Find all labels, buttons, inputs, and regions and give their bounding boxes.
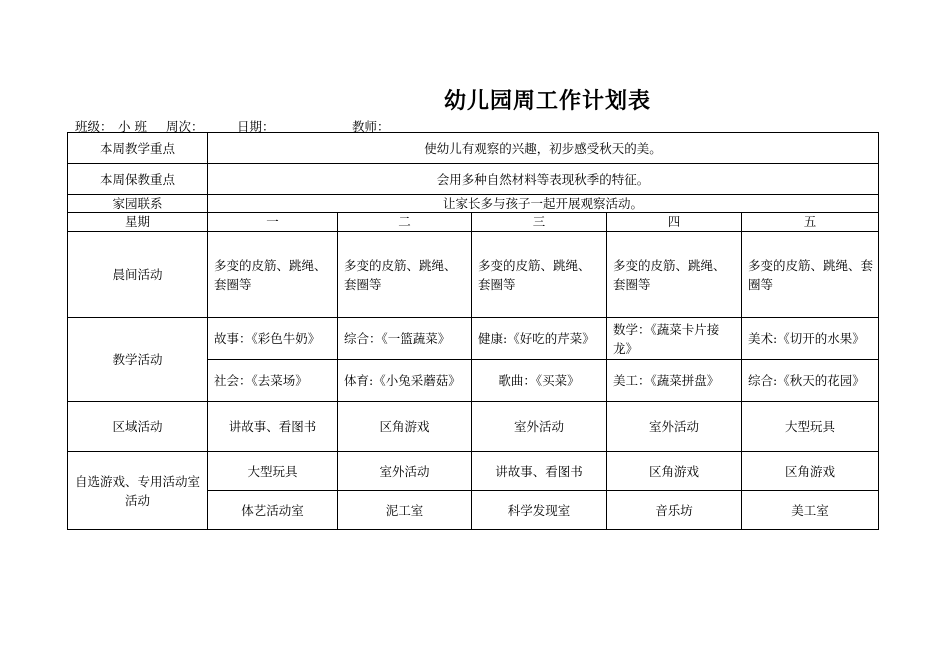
class-label: 班级： [75, 119, 113, 134]
area-cell-1: 讲故事、看图书 [208, 402, 338, 452]
morning-activity-label: 晨间活动 [68, 232, 208, 318]
weekday-header-label: 星期 [68, 213, 208, 232]
area-activity-label: 区域活动 [68, 402, 208, 452]
morning-cell-4: 多变的皮筋、跳绳、套圈等 [607, 232, 742, 318]
morning-activity-row [68, 232, 879, 318]
free-play-row-1 [68, 452, 879, 491]
free-play-cell-1-3: 讲故事、看图书 [472, 452, 607, 491]
area-cell-5: 大型玩具 [742, 402, 879, 452]
free-play-cell-2-1: 体艺活动室 [208, 491, 338, 530]
teaching-cell-1-2: 综合：《一篮蔬菜》 [338, 318, 472, 360]
teaching-cell-1-5: 美术:《切开的水果》 [742, 318, 879, 360]
morning-cell-1: 多变的皮筋、跳绳、套圈等 [208, 232, 338, 318]
teaching-cell-2-4: 美工：《蔬菜拼盘》 [607, 360, 742, 402]
free-play-cell-2-4: 音乐坊 [607, 491, 742, 530]
care-focus-label: 本周保教重点 [68, 164, 208, 195]
free-play-cell-1-2: 室外活动 [338, 452, 472, 491]
teaching-focus-label: 本周教学重点 [68, 133, 208, 164]
teaching-cell-1-1: 故事：《彩色牛奶》 [208, 318, 338, 360]
teaching-cell-1-4: 数学：《蔬菜卡片接龙》 [607, 318, 742, 360]
care-focus-value: 会用多种自然材料等表现秋季的特征。 [208, 164, 879, 195]
care-focus-row [68, 164, 879, 195]
free-play-cell-2-5: 美工室 [742, 491, 879, 530]
week-label: 周次： [166, 119, 204, 134]
free-play-label: 自选游戏、专用活动室活动 [68, 452, 208, 530]
free-play-cell-1-4: 区角游戏 [607, 452, 742, 491]
date-label: 日期： [237, 119, 275, 134]
morning-cell-5: 多变的皮筋、跳绳、套圈等 [742, 232, 879, 318]
morning-cell-2: 多变的皮筋、跳绳、套圈等 [338, 232, 472, 318]
area-cell-2: 区角游戏 [338, 402, 472, 452]
weekday-3: 三 [472, 213, 607, 232]
weekday-5: 五 [742, 213, 879, 232]
morning-cell-3: 多变的皮筋、跳绳、套圈等 [472, 232, 607, 318]
area-cell-3: 室外活动 [472, 402, 607, 452]
teaching-focus-value: 使幼儿有观察的兴趣，初步感受秋天的美。 [208, 133, 879, 164]
weekly-plan-table [67, 132, 879, 530]
teaching-focus-row [68, 133, 879, 164]
teaching-cell-2-5: 综合:《秋天的花园》 [742, 360, 879, 402]
free-play-cell-1-5: 区角游戏 [742, 452, 879, 491]
teaching-cell-2-3: 歌曲：《买菜》 [472, 360, 607, 402]
teaching-cell-1-3: 健康:《好吃的芹菜》 [472, 318, 607, 360]
weekday-4: 四 [607, 213, 742, 232]
home-contact-value: 让家长多与孩子一起开展观察活动。 [208, 195, 879, 213]
free-play-cell-1-1: 大型玩具 [208, 452, 338, 491]
free-play-cell-2-2: 泥工室 [338, 491, 472, 530]
teaching-cell-2-2: 体育:《小兔采蘑菇》 [338, 360, 472, 402]
area-activity-row [68, 402, 879, 452]
teacher-label: 教师： [352, 119, 390, 134]
home-contact-row [68, 195, 879, 213]
teaching-activity-label: 教学活动 [68, 318, 208, 402]
home-contact-label: 家园联系 [68, 195, 208, 213]
area-cell-4: 室外活动 [607, 402, 742, 452]
teaching-activity-row-1 [68, 318, 879, 360]
page-title: 幼儿园周工作计划表 [444, 89, 652, 114]
weekday-1: 一 [208, 213, 338, 232]
class-value: 小 班 [118, 119, 147, 134]
weekday-2: 二 [338, 213, 472, 232]
teaching-cell-2-1: 社会：《去菜场》 [208, 360, 338, 402]
weekday-header-row [68, 213, 879, 232]
free-play-cell-2-3: 科学发现室 [472, 491, 607, 530]
